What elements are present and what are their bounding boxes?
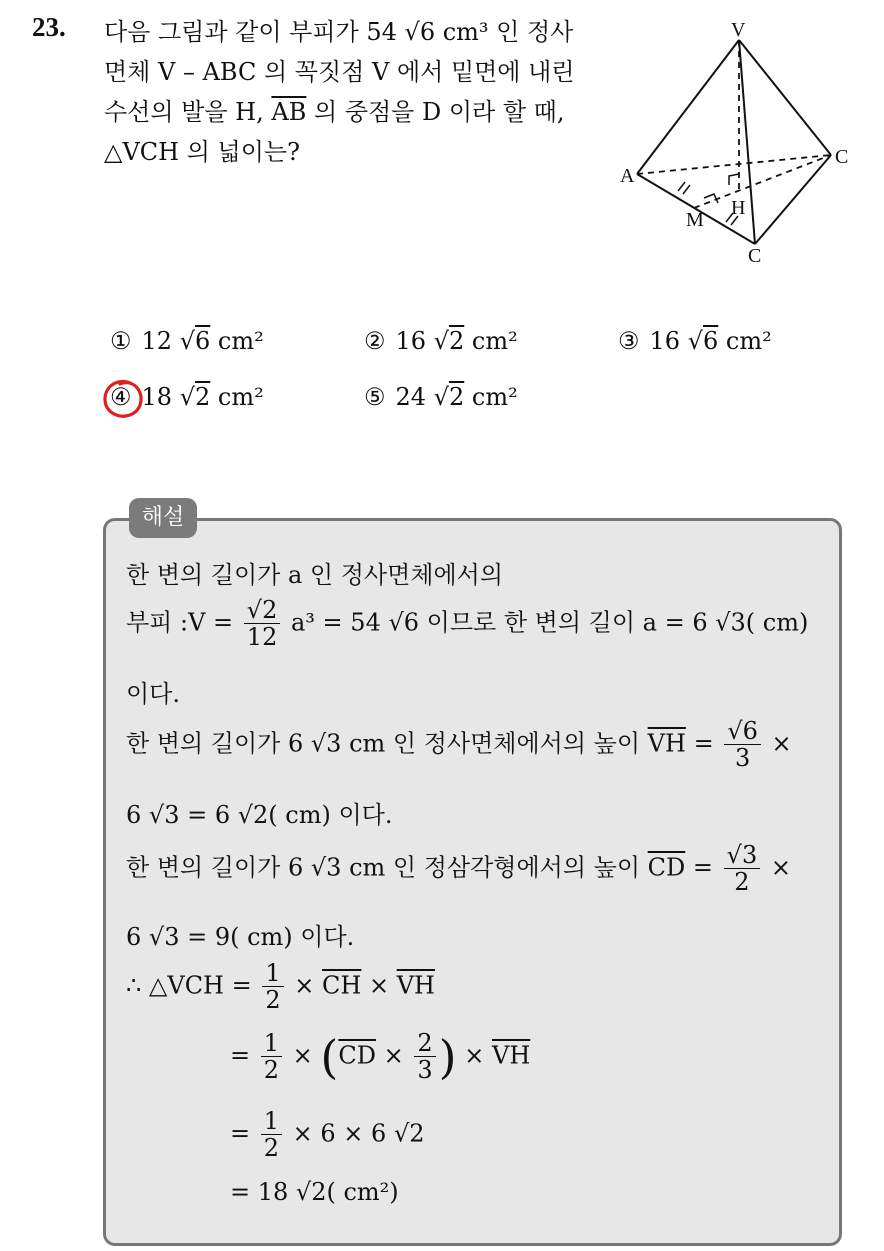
question-line-2: 면체 V – ABC 의 꼭짓점 V 에서 밑면에 내린 [104, 58, 575, 86]
hidden-edge-ac [637, 155, 831, 174]
solution-line-5: 6 √3 = 6 √2( cm) 이다. [126, 801, 393, 829]
right-angle-h [729, 174, 739, 185]
edge-cc [755, 155, 831, 244]
right-angle-m [704, 194, 718, 203]
solution-line-3: 이다. [126, 680, 180, 708]
question-line-3b: 의 중점을 D 이라 할 때, [314, 98, 565, 126]
choice-1[interactable]: ① 12 √6 cm² [110, 327, 264, 355]
label-m: M [686, 209, 704, 231]
label-c-right: C [835, 146, 849, 168]
label-a: A [620, 165, 635, 187]
question-line-1: 다음 그림과 같이 부피가 54 √6 cm³ 인 정사 [104, 18, 574, 46]
choice-2[interactable]: ② 16 √2 cm² [364, 327, 518, 355]
edge-vc-right [739, 40, 831, 155]
solution-line-6: 한 변의 길이가 6 √3 cm 인 정삼각형에서의 높이 $\overline{CD}$ = $\frac{√3}{2}$ × [126, 841, 791, 897]
choice-4[interactable]: ④ 18 √2 cm² [110, 383, 264, 411]
edge-va [637, 40, 739, 174]
choice-3[interactable]: ③ 16 √6 cm² [618, 327, 772, 355]
solution-tag: 해설 [129, 498, 197, 538]
question-text [104, 12, 624, 172]
solution-line-9: = $\frac{1}{2}$ × ($\overline{CD}$ × $\frac{2}{3}$ ) × $\overline{VH}$ [230, 1029, 531, 1085]
solution-line-10: = $\frac{1}{2}$ × 6 × 6 √2 [230, 1107, 425, 1163]
solution-line-2: 부피 :V = $\frac{√2}{12}$ a³ = 54 √6 이므로 한 변의 길이 a = 6 √3( cm) [126, 596, 809, 652]
segment-ab: $\overline{AB}$ [271, 98, 307, 126]
label-v: V [731, 19, 746, 41]
fraction-sqrt3-2: $\frac{√3}{2}$ [724, 842, 761, 896]
median-mc [694, 155, 831, 208]
solution-line-1: 한 변의 길이가 a 인 정사면체에서의 [126, 561, 504, 589]
choice-5[interactable]: ⑤ 24 √2 cm² [364, 383, 518, 411]
label-c-bottom: C [748, 245, 762, 267]
fraction-1-2: $\frac{1}{2}$ [262, 960, 283, 1014]
solution-line-11: = 18 √2( cm²) [230, 1178, 399, 1206]
solution-line-7: 6 √3 = 9( cm) 이다. [126, 923, 355, 951]
fraction-sqrt2-12: $\frac{√2}{12}$ [244, 597, 281, 651]
segment-vh: $\overline{VH}$ [647, 729, 686, 758]
answer-circle-mark [100, 376, 146, 422]
solution-line-4: 한 변의 길이가 6 √3 cm 인 정사면체에서의 높이 $\overline{VH}$ = $\frac{√6}{3}$ × [126, 717, 792, 773]
fraction-sqrt6-3: $\frac{√6}{3}$ [724, 718, 761, 772]
tetrahedron-figure [620, 14, 858, 267]
label-h: H [731, 197, 746, 219]
question-line-3 [104, 92, 624, 132]
solution-line-8: ∴ △VCH = $\frac{1}{2}$ × $\overline{CH} \times \overline{VH}$ [126, 959, 435, 1015]
question-number: 23. [32, 12, 66, 42]
question-line-4: △VCH 의 넓이는? [104, 138, 300, 166]
segment-cd: $\overline{CD}$ [647, 853, 686, 882]
question-line-3a: 수선의 발을 H, [104, 98, 264, 126]
